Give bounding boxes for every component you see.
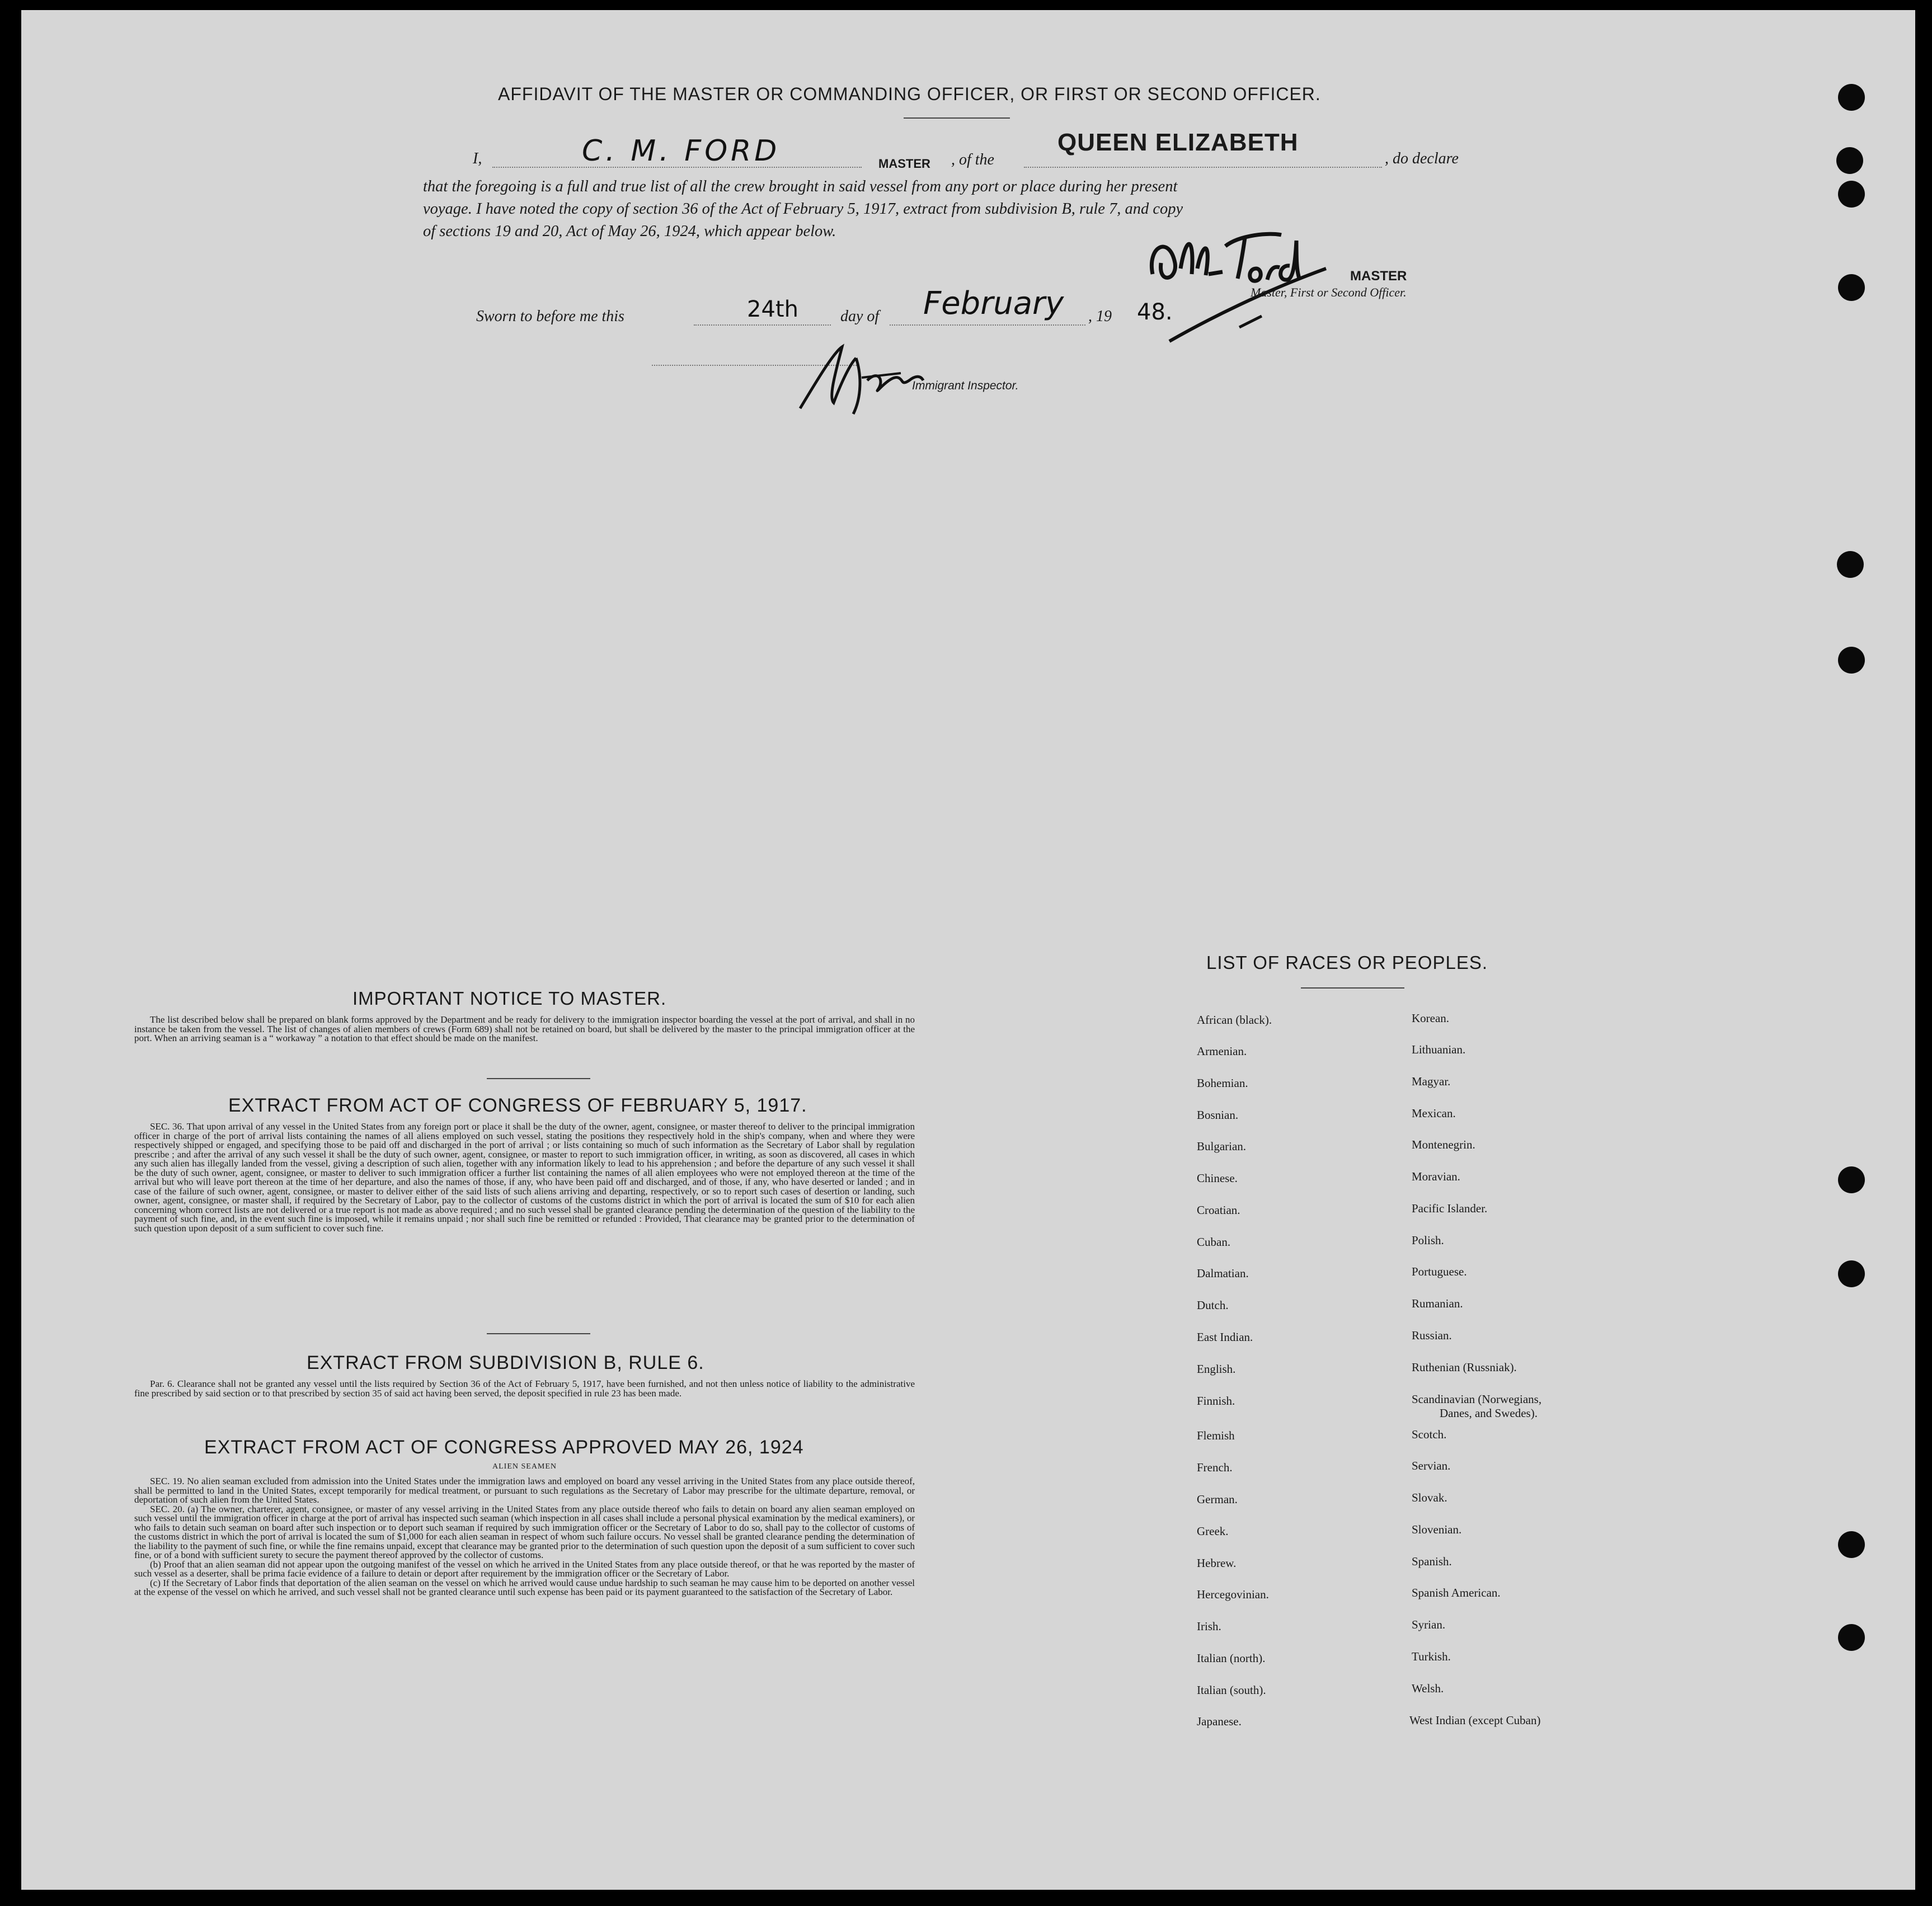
- race-item: French.: [1197, 1461, 1233, 1474]
- race-item: Dalmatian.: [1197, 1267, 1249, 1280]
- race-item: African (black).: [1197, 1013, 1272, 1027]
- race-item-continuation: Danes, and Swedes).: [1440, 1406, 1538, 1420]
- race-item: Italian (south).: [1197, 1683, 1266, 1697]
- race-item: East Indian.: [1197, 1330, 1253, 1344]
- race-item: Magyar.: [1412, 1075, 1451, 1088]
- year-value: 48.: [1137, 299, 1173, 325]
- signer-stamp: MASTER: [1350, 269, 1407, 284]
- extract-1917-body: [134, 1122, 915, 1233]
- race-item: Scandinavian (Norwegians,: [1412, 1392, 1542, 1406]
- race-item: Russian.: [1412, 1329, 1452, 1342]
- race-item: Slovenian.: [1412, 1523, 1462, 1536]
- punch-hole: [1836, 147, 1863, 174]
- race-item: West Indian (except Cuban): [1409, 1714, 1541, 1727]
- race-item: Bosnian.: [1197, 1108, 1239, 1122]
- do-declare-label: , do declare: [1385, 150, 1459, 167]
- extract-rule6-title: EXTRACT FROM SUBDIVISION B, RULE 6.: [307, 1352, 704, 1373]
- declaration-line-1: that the foregoing is a full and true list of all the crew brought in said vessel from any port or place during her present: [423, 178, 1178, 195]
- race-item: Mexican.: [1412, 1107, 1456, 1120]
- punch-hole: [1838, 1260, 1865, 1287]
- race-item: Dutch.: [1197, 1298, 1229, 1312]
- extract-1924-body: [134, 1477, 915, 1597]
- notice-body: [134, 1015, 915, 1043]
- sec-36-text: SEC. 36. That upon arrival of any vessel in the United States from any foreign port or place it shall be the duty of the owner, agent, consignee, or master thereof to deliver to the principal immigration officer in charge of the port of arrival lists containing the names of all aliens employed on such vessel, stating the positions they respectively hold in the ship's company, when and where they were respectively shipped or engaged, and specifying those to be paid off and discharged in the port of arrival ; or lists containing so much of such information as the Secretary of Labor shall by regulation prescribe ; and after the arrival of any such vessel it shall be the duty of such owner, agent, consignee, or master to report to such immigration officer, in writing, as soon as discovered, all cases in which any such alien has illegally landed from the vessel, giving a description of such alien, together with any information likely to lead to his apprehension ; and before the departure of any such vessel it shall be the duty of such owner, agent, consignee, or master to deliver to such immigration officer a further list containing the names of all alien employees who were not employed thereon at the time of the arrival but who will leave port thereon at the time of her departure, and also the names of those, if any, who have been paid off and discharged, and of those, if any, who have deserted or landed ; and in case of the failure of such owner, agent, consignee, or master to deliver either of the said lists of such aliens arriving and departing, respectively, or so to report such cases of desertion or landing, such owner, agent, consignee, or master shall, if required by the Secretary of Labor, pay to the collector of customs of the customs district in which the port of arrival is located the sum of $10 for each alien concerning whom correct lists are not delivered or a true report is not made as above required ; and no such vessel shall be granted clearance pending the determination of the question of the liability to the payment of such fine, and, in the event such fine is imposed, while it remains unpaid ; nor shall such fine be remitted or refunded : Provided, That clearance may be granted prior to the determination of such question upon deposit of a sum sufficient to cover such fine.: [134, 1121, 915, 1234]
- races-rule: [1301, 987, 1404, 989]
- race-item: Croatian.: [1197, 1203, 1240, 1217]
- race-item: Lithuanian.: [1412, 1043, 1466, 1056]
- race-item: English.: [1197, 1362, 1236, 1376]
- race-item: Cuban.: [1197, 1235, 1231, 1249]
- punch-hole: [1838, 647, 1865, 674]
- race-item: Korean.: [1412, 1011, 1450, 1025]
- inspector-signature: [795, 336, 985, 420]
- race-item: Syrian.: [1412, 1618, 1446, 1631]
- alien-seamen-subtitle: ALIEN SEAMEN: [492, 1462, 557, 1471]
- race-item: Scotch.: [1412, 1428, 1447, 1441]
- vessel-name: QUEEN ELIZABETH: [1057, 129, 1299, 156]
- race-item: Finnish.: [1197, 1394, 1235, 1408]
- sworn-label: Sworn to before me this: [476, 308, 624, 325]
- master-stamp: MASTER: [878, 157, 930, 171]
- punch-hole: [1838, 274, 1865, 301]
- notice-rule: [487, 1078, 590, 1079]
- race-item: Chinese.: [1197, 1171, 1238, 1185]
- affidavit-title: AFFIDAVIT OF THE MASTER OR COMMANDING OFFICER, OR FIRST OR SECOND OFFICER.: [498, 84, 1321, 104]
- race-item: Slovak.: [1412, 1491, 1447, 1504]
- race-item: Bohemian.: [1197, 1076, 1248, 1090]
- race-item: Ruthenian (Russniak).: [1412, 1361, 1517, 1374]
- race-item: Flemish: [1197, 1429, 1235, 1442]
- notice-title: IMPORTANT NOTICE TO MASTER.: [352, 988, 667, 1009]
- master-name: C. M. FORD: [582, 134, 781, 168]
- master-signature: [1141, 213, 1332, 352]
- punch-hole: [1837, 551, 1864, 578]
- race-item: Welsh.: [1412, 1682, 1444, 1695]
- race-item: Servian.: [1412, 1459, 1451, 1472]
- race-item: Greek.: [1197, 1524, 1229, 1538]
- month-value: February: [923, 285, 1064, 322]
- extract-1917-title: EXTRACT FROM ACT OF CONGRESS OF FEBRUARY 5, 1917.: [228, 1095, 807, 1116]
- month-line: [890, 324, 1085, 326]
- race-item: Japanese.: [1197, 1715, 1242, 1728]
- race-item: Spanish American.: [1412, 1586, 1501, 1599]
- race-item: Hebrew.: [1197, 1556, 1237, 1570]
- race-item: Irish.: [1197, 1620, 1221, 1633]
- race-item: Turkish.: [1412, 1650, 1451, 1663]
- day-of-label: day of: [840, 308, 880, 325]
- punch-hole: [1838, 84, 1865, 111]
- punch-hole: [1838, 181, 1865, 208]
- race-item: Moravian.: [1412, 1170, 1460, 1183]
- race-item: Rumanian.: [1412, 1297, 1463, 1310]
- day-line: [694, 324, 831, 326]
- race-item: Pacific Islander.: [1412, 1202, 1488, 1215]
- day-value: 24th: [747, 297, 798, 322]
- inspector-caption: Immigrant Inspector.: [912, 379, 1019, 392]
- race-item: Armenian.: [1197, 1044, 1247, 1058]
- declaration-line-2: voyage. I have noted the copy of section 36 of the Act of February 5, 1917, extract from subdivision B, rule 7, and copy: [423, 200, 1183, 218]
- races-title: LIST OF RACES OR PEOPLES.: [1206, 952, 1488, 973]
- race-item: German.: [1197, 1493, 1238, 1506]
- sec-20c-text: (c) If the Secretary of Labor finds that deportation of the alien seaman on the vessel on which he arrived would cause undue hardship to such seaman he may cause him to be deported on another vessel at the expense of the vessel on which he arrived, and such vessel shall not be granted clearance until such expense has been paid or its payment guaranteed to the satisfaction of the Secretary of Labor.: [134, 1577, 915, 1597]
- extract-rule6-body: [134, 1380, 915, 1398]
- sec-20b-text: (b) Proof that an alien seaman did not appear upon the outgoing manifest of the vessel on which he arrived in the United States from any place outside thereof, or that he was reported by the master of such vessel as a deserter, shall be prima facie evidence of a failure to detain or deport after requirement by the immigration officer or the Secretary of Labor.: [134, 1559, 915, 1579]
- signer-caption: Master, First or Second Officer.: [1251, 285, 1407, 299]
- race-item: Italian (north).: [1197, 1651, 1266, 1665]
- notice-text: The list described below shall be prepared on blank forms approved by the Department and be ready for delivery to the immigration inspector boarding the vessel at the port of arrival, and shall in no instance be taken from the vessel. The list of changes of alien members of crews (Form 689) shall not be retained on board, but shall be delivered by the master to the principal immigration officer at the port. When an arriving seaman is a “ workaway ” a notation to that effect should be made on the manifest.: [134, 1014, 915, 1043]
- punch-hole: [1838, 1624, 1865, 1651]
- race-item: Montenegrin.: [1412, 1138, 1475, 1151]
- sec-20a-text: SEC. 20. (a) The owner, charterer, agent, consignee, or master of any vessel arriving in the United States from any place outside thereof who fails to detain on board any alien seaman employed on such vessel until the immigration officer in charge at the port of arrival has inspected such seaman (which inspection in all cases shall include a personal physical examination by the medical examiners), or who fails to detain such seaman on board after such inspection or to deport such seaman if required by such immigration officer or the Secretary of Labor to do so, shall pay to the collector of customs of the customs district in which the port of arrival is located the sum of $1,000 for each alien seaman in respect of whom such failure occurs. No vessel shall be granted clearance pending the determination of the liability to the payment of such fine, or while the fine remains unpaid, except that clearance may be granted prior to the determination of such question upon the deposit of a sum sufficient to cover such fine, or of a bond with sufficient surety to secure the payment thereof approved by the collector of customs.: [134, 1503, 915, 1560]
- i-label: I,: [473, 150, 482, 167]
- par-6-text: Par. 6. Clearance shall not be granted any vessel until the lists required by Section 36 of the Act of February 5, 1917, have been furnished, and not then unless notice of liability to the administrative fine prescribed by said section or to that prescribed by section 35 of said act having been served, the deposit specified in rule 23 has been made.: [134, 1378, 915, 1399]
- year-prefix: , 19: [1088, 308, 1112, 325]
- race-item: Spanish.: [1412, 1555, 1452, 1568]
- of-the-label: , of the: [951, 151, 994, 168]
- race-item: Portuguese.: [1412, 1265, 1467, 1278]
- punch-hole: [1838, 1531, 1865, 1558]
- race-item: Hercegovinian.: [1197, 1588, 1269, 1601]
- sec-19-text: SEC. 19. No alien seaman excluded from admission into the United States under the immigration laws and employed on board any vessel arriving in the United States from any place outside thereof, shall be permitted to land in the United States, except temporarily for medical treatment, or pursuant to such regulations as the Secretary of Labor may prescribe for the ultimate departure, removal, or deportation of such alien from the United States.: [134, 1476, 915, 1505]
- race-item: Bulgarian.: [1197, 1140, 1247, 1153]
- punch-hole: [1838, 1166, 1865, 1193]
- declaration-line-3: of sections 19 and 20, Act of May 26, 1924, which appear below.: [423, 223, 836, 240]
- vessel-line: [1024, 167, 1382, 168]
- race-item: Polish.: [1412, 1234, 1444, 1247]
- title-rule: [904, 117, 1010, 119]
- extract-1924-title: EXTRACT FROM ACT OF CONGRESS APPROVED MAY 26, 1924: [204, 1437, 804, 1458]
- extract-1917-rule: [487, 1333, 590, 1334]
